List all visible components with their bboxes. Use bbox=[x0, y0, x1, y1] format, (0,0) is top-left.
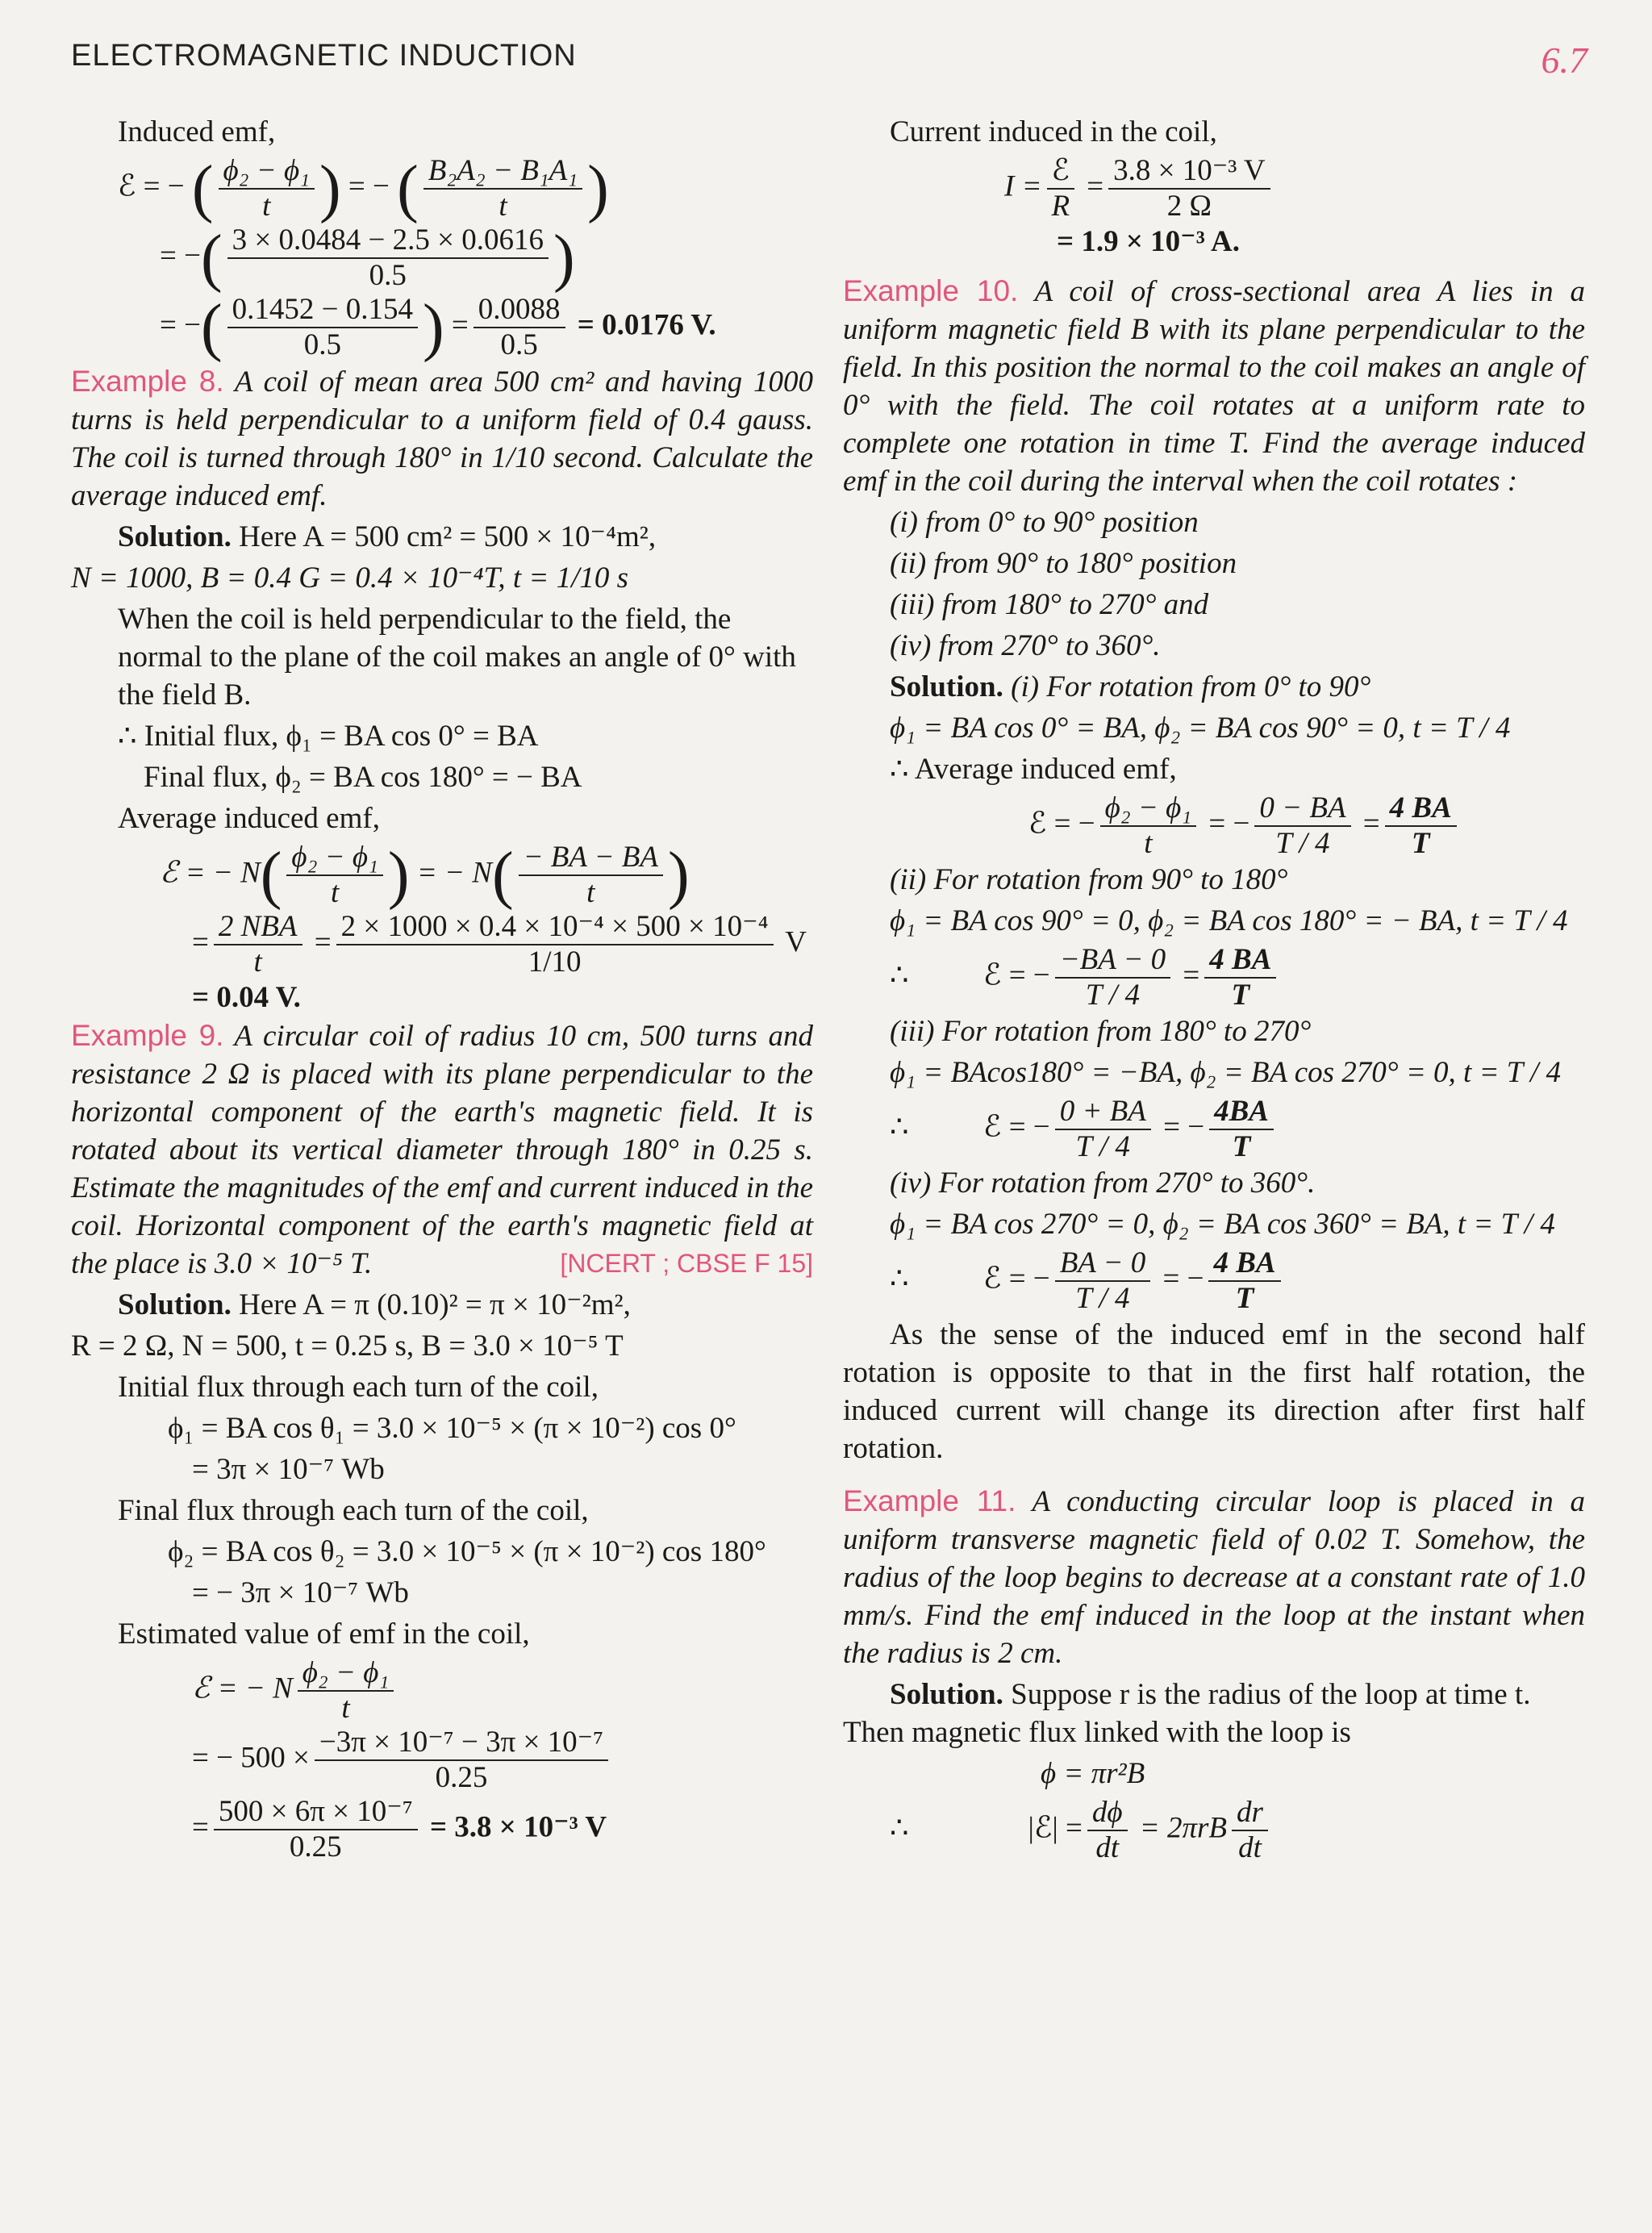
solution-text: (i) For rotation from 0° to 90° bbox=[1011, 670, 1371, 703]
list-item: (iii) from 180° to 270° and bbox=[890, 588, 1209, 621]
denominator: 0.5 bbox=[500, 328, 538, 361]
numerator: B₂A₂ − B₁A₁ bbox=[423, 154, 582, 190]
equation bbox=[71, 223, 813, 293]
equation bbox=[71, 1726, 813, 1795]
denominator: T / 4 bbox=[1275, 827, 1330, 860]
denominator: 2 Ω bbox=[1166, 190, 1212, 223]
eq-text: = − 500 × bbox=[192, 1741, 310, 1775]
eq-text: ∴ ℰ = − bbox=[890, 1262, 1050, 1296]
spacer bbox=[843, 261, 1585, 272]
solution-line bbox=[843, 668, 1585, 706]
example-9 bbox=[71, 1016, 813, 1283]
equation bbox=[843, 1796, 1585, 1865]
eq-text: = bbox=[451, 308, 469, 342]
fraction bbox=[227, 293, 418, 362]
equation bbox=[71, 293, 813, 362]
fraction bbox=[1209, 1095, 1274, 1164]
fraction bbox=[423, 154, 582, 223]
list-item: (iv) from 270° to 360°. bbox=[890, 629, 1161, 662]
text-line: Final flux through each turn of the coil, bbox=[118, 1494, 589, 1527]
reference-tag: [NCERT ; CBSE F 15] bbox=[560, 1249, 813, 1278]
text-line: ϕ₂ = BA cos θ₂ = 3.0 × 10⁻⁵ × (π × 10⁻²) cos 180° bbox=[168, 1535, 766, 1568]
denominator: t bbox=[341, 1692, 350, 1725]
result: = 0.04 V. bbox=[192, 981, 301, 1014]
solution-text: Suppose r is the radius of the loop at time t. Then magnetic flux linked with the loop is bbox=[843, 1678, 1531, 1749]
text-line: ϕ₁ = BA cos 90° = 0, ϕ₂ = BA cos 180° = − BA, t = T / 4 bbox=[890, 904, 1568, 937]
denominator: 1/10 bbox=[528, 945, 582, 979]
eq-text: = bbox=[192, 925, 209, 959]
fraction bbox=[1087, 1796, 1128, 1865]
eq-text: = − N bbox=[416, 856, 492, 890]
paren: ( bbox=[191, 153, 214, 224]
text-line: = − 3π × 10⁻⁷ Wb bbox=[192, 1576, 409, 1609]
result: = 1.9 × 10⁻³ A. bbox=[1057, 225, 1240, 258]
eq-text: = − bbox=[160, 239, 201, 273]
numerator: 0.0088 bbox=[473, 293, 565, 328]
example-label: Example 10. bbox=[843, 274, 1019, 307]
text-line: ϕ₁ = BAcos180° = −BA, ϕ₂ = BA cos 270° = 0, t = T / 4 bbox=[890, 1056, 1561, 1089]
text-line: R = 2 Ω, N = 500, t = 0.25 s, B = 3.0 × 10⁻⁵ T bbox=[71, 1329, 624, 1363]
numerator: 4 BA bbox=[1385, 791, 1457, 827]
equation bbox=[843, 943, 1585, 1012]
numerator: −3π × 10⁻⁷ − 3π × 10⁻⁷ bbox=[315, 1726, 608, 1761]
equation bbox=[843, 154, 1585, 223]
equation bbox=[71, 841, 813, 910]
numerator: 4 BA bbox=[1204, 943, 1276, 979]
eq-text: = bbox=[1087, 169, 1104, 203]
denominator: T / 4 bbox=[1085, 979, 1141, 1012]
result: = 3.8 × 10⁻³ V bbox=[429, 1810, 607, 1844]
fraction bbox=[214, 910, 302, 979]
text-line: ∴ Initial flux, ϕ₁ = BA cos 0° = BA bbox=[118, 720, 539, 753]
eq-text: ∴ ℰ = − bbox=[890, 1110, 1050, 1144]
text-line: Initial flux through each turn of the coil, bbox=[118, 1371, 599, 1404]
chapter-title: ELECTROMAGNETIC INDUCTION bbox=[71, 39, 577, 73]
paragraph: When the coil is held perpendicular to the field, the normal to the plane of the coil makes an angle of 0° with the field B. bbox=[118, 603, 796, 712]
numerator: 4 BA bbox=[1208, 1246, 1280, 1282]
numerator: − BA − BA bbox=[519, 841, 663, 876]
paren: ( bbox=[397, 153, 419, 224]
denominator: 0.5 bbox=[369, 259, 407, 292]
paren: ) bbox=[587, 153, 609, 224]
denominator: T / 4 bbox=[1075, 1130, 1130, 1163]
fraction bbox=[1385, 791, 1457, 861]
fraction bbox=[1208, 1246, 1280, 1316]
solution-line bbox=[843, 1676, 1585, 1751]
text-line: Current induced in the coil, bbox=[890, 115, 1217, 148]
denominator: t bbox=[262, 190, 271, 223]
page-header bbox=[71, 39, 1587, 87]
example-label: Example 11. bbox=[843, 1484, 1016, 1517]
fraction bbox=[214, 1795, 418, 1864]
text-line: Estimated value of emf in the coil, bbox=[118, 1617, 530, 1651]
fraction bbox=[315, 1726, 608, 1795]
result: = 0.0176 V. bbox=[577, 308, 716, 342]
text-line: (ii) For rotation from 90° to 180° bbox=[890, 863, 1288, 896]
eq-text: = bbox=[1362, 807, 1380, 841]
text-line: (iii) For rotation from 180° to 270° bbox=[890, 1015, 1312, 1048]
numerator: 3 × 0.0484 − 2.5 × 0.0616 bbox=[227, 223, 549, 259]
right-column bbox=[843, 113, 1585, 1865]
denominator: dt bbox=[1238, 1831, 1262, 1864]
equation bbox=[71, 1795, 813, 1864]
example-10 bbox=[843, 272, 1585, 500]
eq-text: = − bbox=[1208, 807, 1250, 841]
denominator: T bbox=[1411, 827, 1430, 860]
numerator: ϕ₂ − ϕ₁ bbox=[286, 841, 383, 876]
text-line: ∴ Average induced emf, bbox=[890, 753, 1177, 786]
denominator: T bbox=[1235, 1282, 1254, 1315]
fraction bbox=[1055, 1246, 1151, 1316]
paren: ) bbox=[387, 840, 410, 911]
text-line: Final flux, ϕ₂ = BA cos 180° = − BA bbox=[144, 761, 582, 794]
example-text: A conducting circular loop is placed in a uniform transverse magnetic field of 0.02 T. Somehow, the radius of the loop begins to decrease at a constant rate of 1.0 mm/s. Find the emf induced in the loop at the instant when the radius is 2 cm. bbox=[843, 1485, 1586, 1670]
denominator: 0.25 bbox=[289, 1830, 342, 1864]
denominator: t bbox=[586, 876, 595, 909]
example-label: Example 8. bbox=[71, 365, 224, 398]
text-line: ϕ₁ = BA cos 0° = BA, ϕ₂ = BA cos 90° = 0, t = T / 4 bbox=[890, 712, 1511, 745]
eq-text: = bbox=[314, 925, 332, 959]
solution-text: Here A = π (0.10)² = π × 10⁻²m², bbox=[239, 1288, 631, 1321]
example-8 bbox=[71, 362, 813, 515]
numerator: 0 + BA bbox=[1055, 1095, 1151, 1130]
eq-text: = bbox=[1183, 958, 1200, 992]
eq-text: = bbox=[192, 1810, 209, 1844]
fraction bbox=[519, 841, 663, 910]
fraction bbox=[286, 841, 383, 910]
text-line: ϕ₁ = BA cos 270° = 0, ϕ₂ = BA cos 360° = BA, t = T / 4 bbox=[890, 1208, 1555, 1241]
eq-text: ℰ = − bbox=[118, 169, 185, 203]
denominator: t bbox=[499, 190, 507, 223]
numerator: 0.1452 − 0.154 bbox=[227, 293, 418, 328]
equation bbox=[71, 1656, 813, 1726]
numerator: ϕ₂ − ϕ₁ bbox=[219, 154, 315, 190]
denominator: T bbox=[1231, 979, 1250, 1012]
page-number: 6.7 bbox=[1541, 40, 1587, 81]
solution-label: Solution. bbox=[890, 670, 1003, 703]
spacer bbox=[843, 1471, 1585, 1482]
eq-text: = − bbox=[160, 308, 201, 342]
fraction bbox=[1100, 791, 1197, 861]
paren: ) bbox=[319, 153, 341, 224]
fraction bbox=[1055, 1095, 1151, 1164]
example-text: A coil of mean area 500 cm² and having 1000 turns is held perpendicular to a uniform field of 0.4 gauss. The coil is turned through 180° in 1/10 second. Calculate the average induced emf. bbox=[71, 365, 813, 512]
numerator: ℰ bbox=[1047, 154, 1074, 190]
solution-label: Solution. bbox=[118, 520, 232, 553]
text-line: (iv) For rotation from 270° to 360°. bbox=[890, 1167, 1316, 1200]
eq-text: ∴ ℰ = − bbox=[890, 958, 1050, 992]
solution-line bbox=[71, 1286, 813, 1324]
numerator: −BA − 0 bbox=[1055, 943, 1170, 979]
paren: ( bbox=[200, 292, 223, 363]
example-11 bbox=[843, 1482, 1585, 1672]
numerator: 500 × 6π × 10⁻⁷ bbox=[214, 1795, 418, 1830]
example-text: A circular coil of radius 10 cm, 500 turns and resistance 2 Ω is placed with its plane perpendicular to the horizontal component of the earth's magnetic field. It is rotated about its vertical diameter through 180° in 0.25 s. Estimate the magnitudes of the emf and current induced in the coil. Horizontal component of the earth's magnetic field at the place is 3.0 × 10⁻⁵ T. bbox=[71, 1020, 813, 1280]
fraction bbox=[473, 293, 565, 362]
denominator: T / 4 bbox=[1075, 1282, 1130, 1315]
numerator: 2 NBA bbox=[214, 910, 302, 945]
numerator: dϕ bbox=[1087, 1796, 1128, 1831]
denominator: dt bbox=[1095, 1831, 1120, 1864]
solution-label: Solution. bbox=[118, 1288, 232, 1321]
numerator: 0 − BA bbox=[1254, 791, 1350, 827]
numerator: 3.8 × 10⁻³ V bbox=[1108, 154, 1270, 190]
numerator: BA − 0 bbox=[1055, 1246, 1151, 1282]
left-column bbox=[71, 113, 813, 1864]
list-item: (ii) from 90° to 180° position bbox=[890, 547, 1237, 580]
eq-text: ∴ |ℰ| = bbox=[890, 1811, 1083, 1845]
denominator: R bbox=[1051, 190, 1070, 223]
eq-text: = − bbox=[1163, 1110, 1205, 1144]
text-line: ϕ = πr²B bbox=[1041, 1757, 1145, 1790]
fraction bbox=[1108, 154, 1270, 223]
denominator: T bbox=[1232, 1130, 1251, 1163]
list-item: (i) from 0° to 90° position bbox=[890, 506, 1199, 539]
fraction bbox=[1204, 943, 1276, 1012]
eq-text: = − bbox=[348, 169, 390, 203]
denominator: t bbox=[253, 945, 262, 979]
example-text: A coil of cross-sectional area A lies in a uniform magnetic field B with its plane perpendicular to the field. In this position the normal to the coil makes an angle of 0° with the field. The coil rotates at a uniform rate to complete one rotation in time T. Find the average induced emf in the coil during the interval when the coil rotates : bbox=[843, 275, 1585, 498]
paren: ) bbox=[423, 292, 444, 363]
text-line: Induced emf, bbox=[118, 115, 276, 148]
fraction bbox=[1047, 154, 1074, 223]
fraction bbox=[336, 910, 774, 979]
paren: ( bbox=[200, 223, 223, 294]
equation bbox=[843, 1246, 1585, 1316]
equation bbox=[71, 154, 813, 223]
eq-text: ℰ = − bbox=[1028, 807, 1095, 841]
numerator: 2 × 1000 × 0.4 × 10⁻⁴ × 500 × 10⁻⁴ bbox=[336, 910, 774, 945]
fraction bbox=[298, 1656, 394, 1726]
eq-text: ℰ = − N bbox=[160, 856, 261, 890]
solution-line bbox=[71, 518, 813, 556]
denominator: t bbox=[331, 876, 340, 909]
fraction bbox=[227, 223, 549, 293]
paragraph: As the sense of the induced emf in the second half rotation is opposite to that in the first half rotation, the induced current will change its direction after first half rotation. bbox=[843, 1318, 1585, 1465]
solution-text: Here A = 500 cm² = 500 × 10⁻⁴m², bbox=[239, 520, 657, 553]
paren: ) bbox=[668, 840, 690, 911]
unit: V bbox=[785, 925, 807, 959]
equation bbox=[71, 910, 813, 979]
paren: ( bbox=[491, 840, 514, 911]
denominator: t bbox=[1144, 827, 1153, 860]
eq-text: ℰ = − N bbox=[192, 1672, 293, 1705]
denominator: 0.25 bbox=[435, 1761, 488, 1794]
solution-label: Solution. bbox=[890, 1678, 1003, 1711]
fraction bbox=[219, 154, 315, 223]
eq-text: I = bbox=[1004, 169, 1042, 203]
text-line: = 3π × 10⁻⁷ Wb bbox=[192, 1453, 385, 1486]
fraction bbox=[1055, 943, 1170, 1012]
equation bbox=[843, 1095, 1585, 1164]
equation bbox=[843, 791, 1585, 861]
numerator: ϕ₂ − ϕ₁ bbox=[1100, 791, 1197, 827]
text-line: Average induced emf, bbox=[118, 802, 380, 835]
text-line: N = 1000, B = 0.4 G = 0.4 × 10⁻⁴T, t = 1/10 s bbox=[71, 561, 629, 595]
fraction bbox=[1232, 1796, 1268, 1865]
paren: ) bbox=[553, 223, 575, 294]
text-line: ϕ₁ = BA cos θ₁ = 3.0 × 10⁻⁵ × (π × 10⁻²) cos 0° bbox=[168, 1412, 736, 1445]
numerator: ϕ₂ − ϕ₁ bbox=[298, 1656, 394, 1692]
eq-text: = − bbox=[1162, 1262, 1204, 1296]
example-label: Example 9. bbox=[71, 1019, 224, 1052]
numerator: 4BA bbox=[1209, 1095, 1274, 1130]
paren: ( bbox=[260, 840, 282, 911]
eq-text: = 2πrB bbox=[1139, 1811, 1228, 1845]
denominator: 0.5 bbox=[303, 328, 341, 361]
fraction bbox=[1254, 791, 1350, 861]
numerator: dr bbox=[1232, 1796, 1268, 1831]
